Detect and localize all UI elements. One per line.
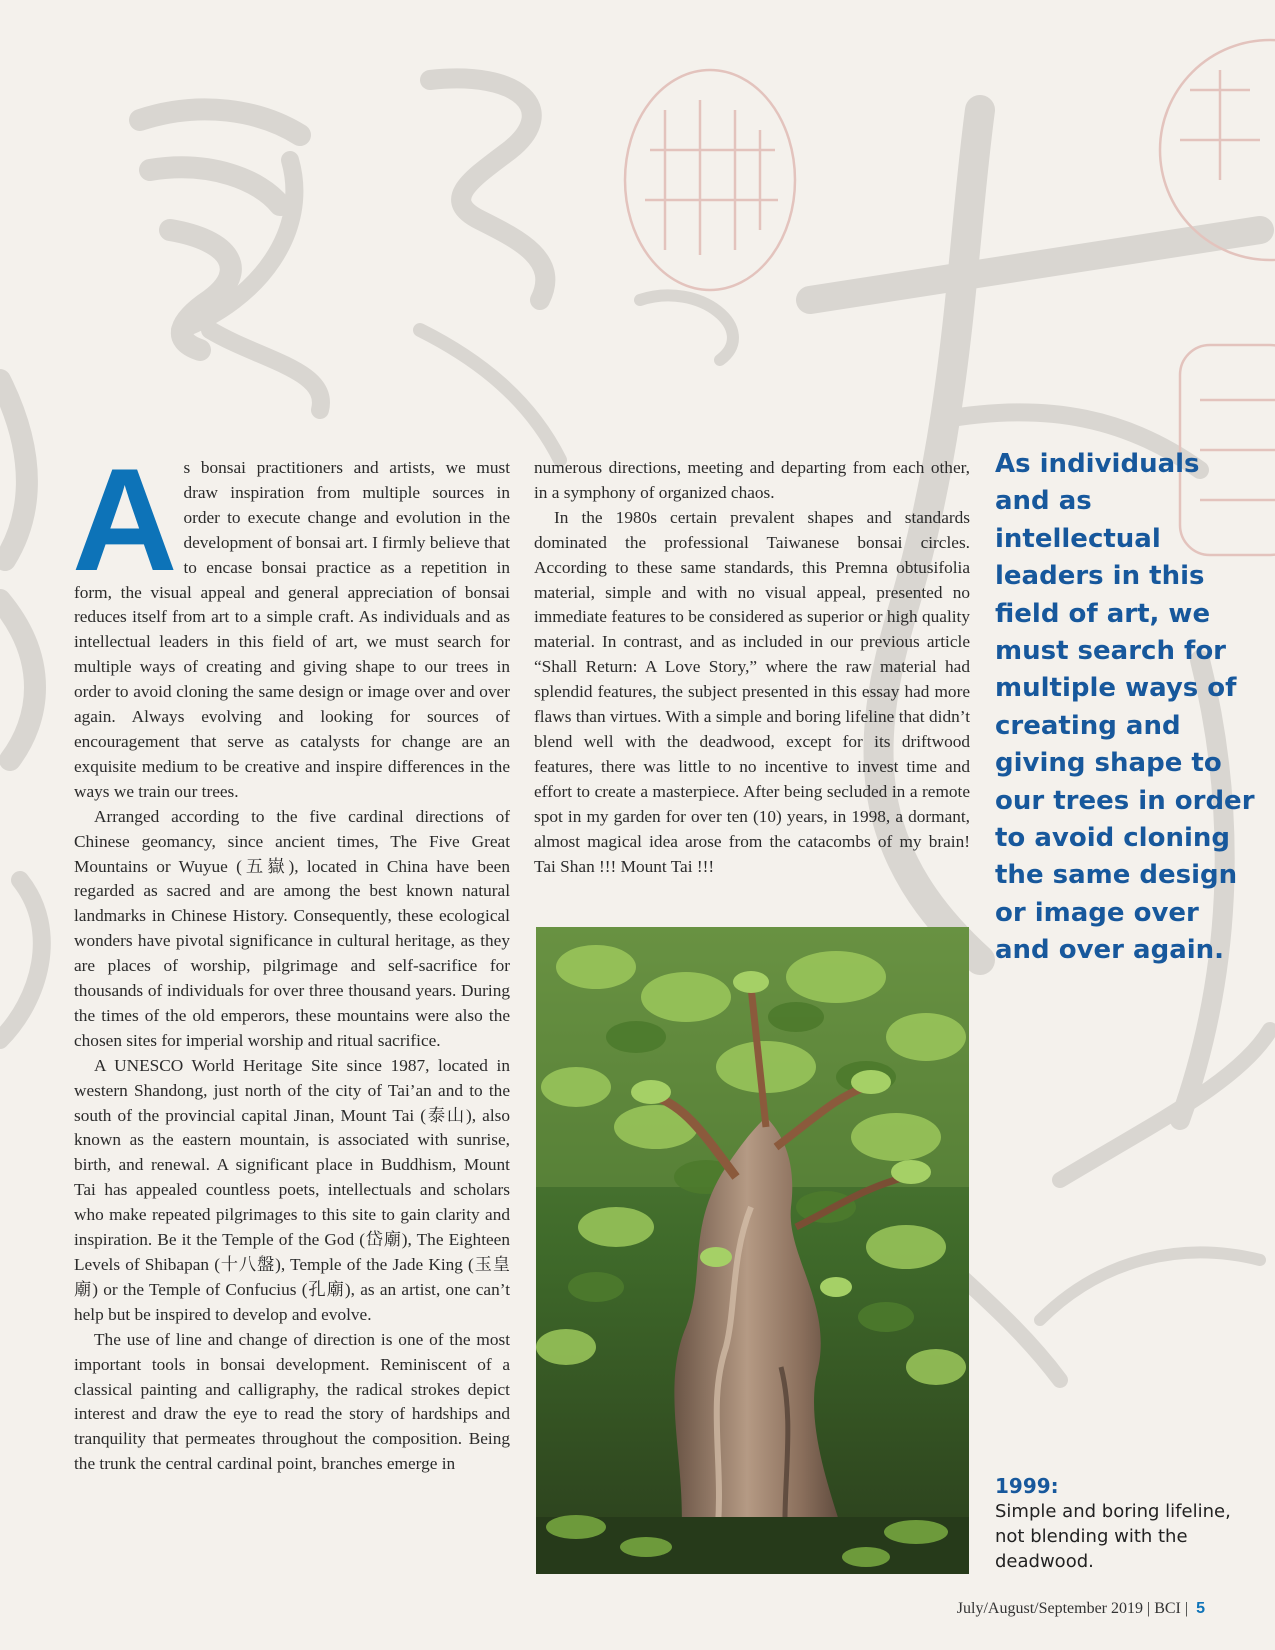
article-paragraph: A UNESCO World Heritage Site since 1987, located in western Shandong, just north of the city of Tai’an and to the south of the provincial capital Jinan, Mount Tai (泰山), also known as the eastern mountain, is associated with sunrise, birth, and renewal. A significant place in Buddhism, Mount Tai has appealed countless poets, intellectuals and scholars who make repeated pilgrimages to this site to gain clarity and inspiration. Be it the Temple of the God (岱廟), The Eighteen Levels of Shibapan (十八盤), Temple of the Jade King (玉皇廟) or the Temple of Confucius (孔廟), as an artist, one can’t help but be inspired to develop and evolve. xyxy=(74,1055,510,1324)
caption-text: Simple and boring lifeline, not blending with the deadwood. xyxy=(995,1501,1231,1572)
pull-quote: As individuals and as intellectual leaders in this field of art, we must search for multiple ways of creating and giving shape to our trees in order to avoid cloning the same design or image over and over again. xyxy=(995,449,1255,966)
drop-cap: A xyxy=(72,438,178,601)
page-footer xyxy=(957,1600,1205,1618)
article-paragraph: numerous directions, meeting and departing from each other, in a symphony of organized chaos. xyxy=(534,458,970,502)
article-paragraph: The use of line and change of direction is one of the most important tools in bonsai development. Reminiscent of a classical painting and calligraphy, the radical strokes depict interest and draw the eye to read the story of hardships and tranquility that permeates throughout the composition. Being the trunk the central cardinal point, branches emerge in xyxy=(74,1329,510,1474)
article-column-1 xyxy=(72,438,510,1477)
page-number: 5 xyxy=(1196,1600,1205,1617)
article-paragraph: As bonsai practitioners and artists, we must draw inspiration from multiple sources in order to execute change and evolution in the development of bonsai art. I firmly believe that to encase bonsai practice as a repetition in form, the visual appeal and general appreciation of bonsai reduces itself from art to a simple craft. As individuals and as intellectual leaders in this field of art, we must search for multiple ways of creating and giving shape to our trees in order to avoid cloning the same design or image over and over again. Always evolving and looking for sources of encouragement that serve as catalysts for change are an exquisite medium to be creative and inspire differences in the ways we train our trees. xyxy=(72,438,510,801)
article-paragraph: In the 1980s certain prevalent shapes and standards dominated the professional Taiwanese bonsai circles. According to these same standards, this Premna obtusifolia material, simple and with no visual appeal, presented no immediate features to be considered as superior or high quality material. In contrast, and as included in our previous article “Shall Return: A Love Story,” where the raw material had splendid features, the subject presented in this essay had more flaws than virtues. With a simple and boring lifeline that didn’t blend well with the deadwood, except for its driftwood features, there was little to no incentive to invest time and effort to create a masterpiece. After being secluded in a remote spot in my garden for over ten (10) years, in 1998, a dormant, almost magical idea arose from the catacombs of my brain! Tai Shan !!! Mount Tai !!! xyxy=(534,507,970,876)
photo-caption xyxy=(995,1474,1245,1574)
bonsai-photo xyxy=(536,927,969,1574)
caption-year: 1999: xyxy=(995,1474,1059,1498)
article-column-2 xyxy=(534,456,970,879)
article-paragraph: Arranged according to the five cardinal directions of Chinese geomancy, since ancient times, The Five Great Mountains or Wuyue (五嶽), located in China have been regarded as sacred and are among the best known natural landmarks in Chinese History. Consequently, these ecological wonders have pivotal significance in cultural heritage, as they are places of worship, pilgrimage and self-sacrifice for thousands of individuals for over three thousand years. During the times of the old emperors, these mountains were also the chosen sites for imperial worship and ritual sacrifice. xyxy=(74,806,510,1050)
issue-info: July/August/September 2019 | BCI | xyxy=(956,1600,1189,1617)
